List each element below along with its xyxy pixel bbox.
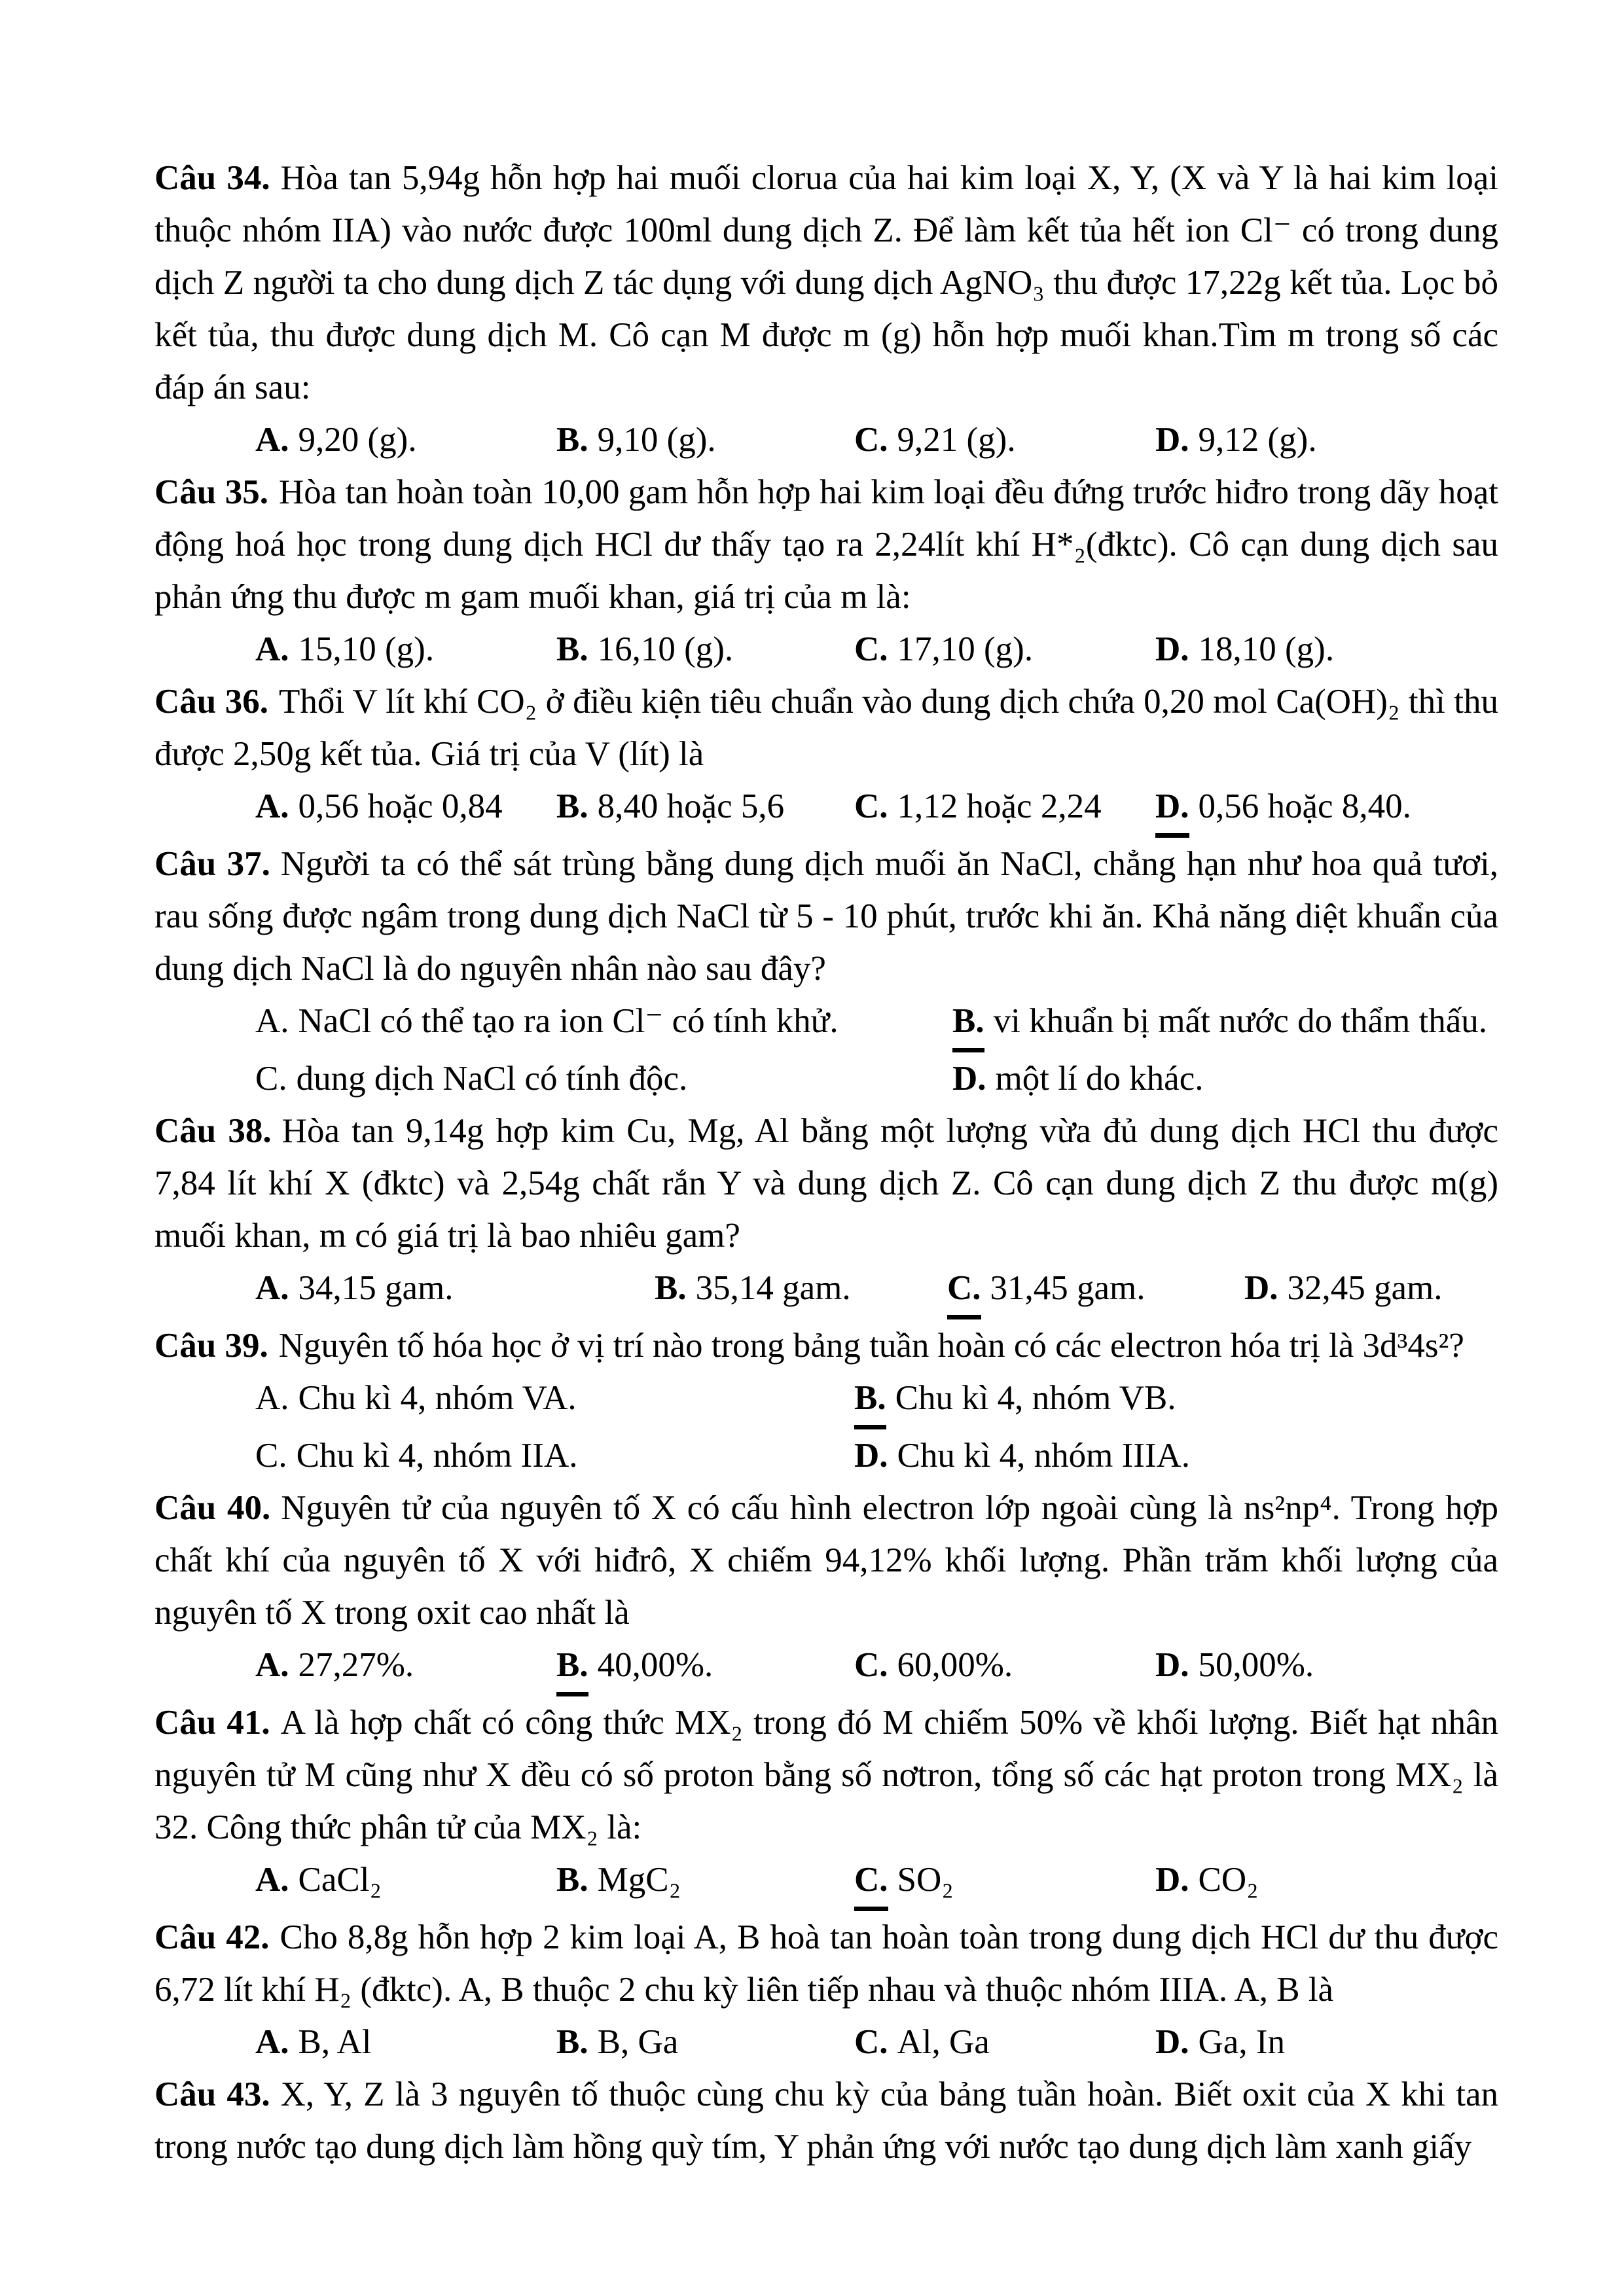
option-letter: D. <box>854 1437 888 1475</box>
option-letter: B. <box>556 630 588 668</box>
option-a <box>255 1854 556 1911</box>
question-37 <box>154 838 1498 1105</box>
option-text: 32,45 gam. <box>1287 1269 1443 1307</box>
question-label: Câu 34. <box>154 159 270 197</box>
option-text: Chu kì 4, nhóm VA. <box>298 1379 577 1417</box>
option-d <box>1244 1262 1498 1319</box>
option-d <box>1155 1639 1498 1696</box>
option-letter: D. <box>1155 1646 1189 1684</box>
question-paragraph <box>154 1319 1498 1372</box>
option-d <box>1155 623 1498 675</box>
options-row <box>255 1854 1498 1911</box>
option-text: CO₂ <box>1198 1861 1259 1899</box>
option-text: MgC₂ <box>597 1861 681 1899</box>
question-label: Câu 42. <box>154 1918 270 1956</box>
question-body: Nguyên tử của nguyên tố X có cấu hình electron lớp ngoài cùng là ns²np⁴. Trong hợp chất khí của nguyên tố X với hiđrô, X chiếm 94,12% khối lượng. Phần trăm khối lượng của nguyên tố X trong oxit cao nhất là <box>154 1489 1498 1632</box>
option-b <box>655 1262 947 1319</box>
option-letter: C. <box>854 1646 888 1684</box>
options-row <box>255 1262 1498 1319</box>
option-letter: D. <box>1155 421 1189 459</box>
question-paragraph <box>154 1482 1498 1639</box>
option-letter: A. <box>255 1379 289 1417</box>
option-text: 40,00%. <box>597 1646 713 1684</box>
option-a <box>255 780 556 838</box>
question-paragraph <box>154 1105 1498 1262</box>
option-text: CaCl₂ <box>298 1861 382 1899</box>
question-label: Câu 35. <box>154 473 268 511</box>
option-a <box>255 1262 655 1319</box>
options-row <box>255 414 1498 466</box>
option-a <box>255 995 952 1052</box>
option-text: B, Ga <box>597 2023 679 2061</box>
option-text: 18,10 (g). <box>1198 630 1335 668</box>
option-text: B, Al <box>298 2023 372 2061</box>
option-text: 34,15 gam. <box>298 1269 454 1307</box>
option-d <box>952 1052 1498 1105</box>
option-d <box>1155 1854 1498 1911</box>
option-letter: B. <box>952 995 984 1052</box>
option-letter: A. <box>255 1646 289 1684</box>
option-letter: B. <box>655 1269 687 1307</box>
option-b <box>556 414 854 466</box>
question-label: Câu 41. <box>154 1704 270 1742</box>
question-label: Câu 38. <box>154 1112 272 1150</box>
question-42 <box>154 1911 1498 2068</box>
option-c <box>854 2016 1155 2068</box>
option-letter: B. <box>556 787 588 825</box>
options-grid <box>255 1372 1498 1482</box>
question-40 <box>154 1482 1498 1696</box>
option-text: 16,10 (g). <box>597 630 734 668</box>
option-text: Chu kì 4, nhóm VB. <box>895 1379 1176 1417</box>
question-39 <box>154 1319 1498 1482</box>
option-letter: A. <box>255 1002 289 1040</box>
question-paragraph <box>154 838 1498 995</box>
question-43 <box>154 2068 1498 2173</box>
option-text: 60,00%. <box>897 1646 1013 1684</box>
option-letter: C. <box>854 630 888 668</box>
option-c <box>947 1262 1244 1319</box>
option-b <box>556 1639 854 1696</box>
option-text: Al, Ga <box>897 2023 990 2061</box>
option-letter: D. <box>1244 1269 1278 1307</box>
option-text: một lí do khác. <box>995 1060 1204 1098</box>
options-row <box>255 1639 1498 1696</box>
question-label: Câu 39. <box>154 1327 268 1365</box>
question-paragraph <box>154 2068 1498 2173</box>
option-text: 9,21 (g). <box>897 421 1016 459</box>
option-text: 0,56 hoặc 8,40. <box>1198 787 1411 825</box>
question-label: Câu 37. <box>154 845 270 883</box>
option-c <box>854 623 1155 675</box>
question-38 <box>154 1105 1498 1319</box>
options-row <box>255 780 1498 838</box>
option-a <box>255 414 556 466</box>
question-body: Hòa tan 5,94g hỗn hợp hai muối clorua của hai kim loại X, Y, (X và Y là hai kim loại thuộc nhóm IIA) vào nước được 100ml dung dịch Z. Để làm kết tủa hết ion Cl⁻ có trong dung dịch Z người ta cho dung dịch Z tác dụng với dung dịch AgNO₃ thu được 17,22g kết tủa. Lọc bỏ kết tủa, thu được dung dịch M. Cô cạn M được m (g) hỗn hợp muối khan.Tìm m trong số các đáp án sau: <box>154 159 1498 406</box>
option-c <box>255 1052 952 1105</box>
question-34 <box>154 152 1498 466</box>
question-paragraph <box>154 466 1498 623</box>
option-letter: B. <box>556 2023 588 2061</box>
option-text: vi khuẩn bị mất nước do thẩm thấu. <box>993 1002 1488 1040</box>
option-text: 9,12 (g). <box>1198 421 1317 459</box>
option-letter: B. <box>854 1372 886 1429</box>
option-letter: B. <box>556 1639 588 1696</box>
option-b <box>556 2016 854 2068</box>
question-41 <box>154 1696 1498 1911</box>
option-letter: C. <box>255 1060 287 1098</box>
options-row <box>255 623 1498 675</box>
option-text: dung dịch NaCl có tính độc. <box>296 1060 688 1098</box>
option-letter: A. <box>255 787 289 825</box>
question-paragraph <box>154 152 1498 414</box>
option-text: 0,56 hoặc 0,84 <box>298 787 503 825</box>
option-b <box>556 623 854 675</box>
option-d <box>1155 780 1498 838</box>
option-letter: D. <box>952 1060 986 1098</box>
option-letter: D. <box>1155 1861 1189 1899</box>
option-letter: A. <box>255 630 289 668</box>
option-d <box>1155 2016 1498 2068</box>
option-letter: C. <box>255 1437 287 1475</box>
option-d <box>1155 414 1498 466</box>
question-35 <box>154 466 1498 675</box>
question-label: Câu 43. <box>154 2075 270 2113</box>
option-b <box>556 780 854 838</box>
question-body: X, Y, Z là 3 nguyên tố thuộc cùng chu kỳ của bảng tuần hoàn. Biết oxit của X khi tan trong nước tạo dung dịch làm hồng quỳ tím, Y phản ứng với nước tạo dung dịch làm xanh giấy <box>154 2075 1498 2166</box>
option-b <box>556 1854 854 1911</box>
option-text: 9,10 (g). <box>597 421 716 459</box>
option-text: Chu kì 4, nhóm IIA. <box>296 1437 578 1475</box>
option-letter: D. <box>1155 2023 1189 2061</box>
option-letter: C. <box>947 1262 981 1319</box>
option-b <box>952 995 1498 1052</box>
question-body: Hòa tan hoàn toàn 10,00 gam hỗn hợp hai kim loại đều đứng trước hiđro trong dãy hoạt động hoá học trong dung dịch HCl dư thấy tạo ra 2,24lít khí H*₂(đktc). Cô cạn dung dịch sau phản ứng thu được m gam muối khan, giá trị của m là: <box>154 473 1498 616</box>
question-label: Câu 40. <box>154 1489 271 1527</box>
option-b <box>854 1372 1498 1429</box>
option-c <box>854 414 1155 466</box>
option-text: SO₂ <box>897 1861 954 1899</box>
option-letter: C. <box>854 421 888 459</box>
option-c <box>854 1639 1155 1696</box>
option-c <box>255 1429 854 1482</box>
option-letter: A. <box>255 2023 289 2061</box>
option-a <box>255 1372 854 1429</box>
option-text: 17,10 (g). <box>897 630 1034 668</box>
option-text: 15,10 (g). <box>298 630 435 668</box>
option-letter: A. <box>255 1269 289 1307</box>
option-a <box>255 623 556 675</box>
options-row <box>255 2016 1498 2068</box>
option-letter: B. <box>556 421 588 459</box>
option-letter: D. <box>1155 630 1189 668</box>
option-text: 8,40 hoặc 5,6 <box>597 787 785 825</box>
option-text: Ga, In <box>1198 2023 1285 2061</box>
option-letter: A. <box>255 1861 289 1899</box>
option-d <box>854 1429 1498 1482</box>
question-body: Hòa tan 9,14g hợp kim Cu, Mg, Al bằng một lượng vừa đủ dung dịch HCl thu được 7,84 lít khí X (đktc) và 2,54g chất rắn Y và dung dịch Z. Cô cạn dung dịch Z thu được m(g) muối khan, m có giá trị là bao nhiêu gam? <box>154 1112 1498 1255</box>
option-a <box>255 2016 556 2068</box>
option-text: 50,00%. <box>1198 1646 1314 1684</box>
option-c <box>854 1854 1155 1911</box>
question-paragraph <box>154 1696 1498 1854</box>
question-paragraph <box>154 675 1498 780</box>
question-body: Nguyên tố hóa học ở vị trí nào trong bảng tuần hoàn có các electron hóa trị là 3d³4s²? <box>278 1327 1464 1365</box>
option-text: Chu kì 4, nhóm IIIA. <box>897 1437 1191 1475</box>
question-body: Người ta có thể sát trùng bằng dung dịch muối ăn NaCl, chẳng hạn như hoa quả tươi, rau sống được ngâm trong dung dịch NaCl từ 5 - 10 phút, trước khi ăn. Khả năng diệt khuẩn của dung dịch NaCl là do nguyên nhân nào sau đây? <box>154 845 1498 988</box>
option-text: 35,14 gam. <box>695 1269 851 1307</box>
question-label: Câu 36. <box>154 683 268 721</box>
option-text: 1,12 hoặc 2,24 <box>897 787 1102 825</box>
option-letter: B. <box>556 1861 588 1899</box>
option-text: 27,27%. <box>298 1646 414 1684</box>
question-paragraph <box>154 1911 1498 2016</box>
option-letter: D. <box>1155 780 1189 838</box>
options-grid <box>255 995 1498 1105</box>
option-c <box>854 780 1155 838</box>
option-letter: A. <box>255 421 289 459</box>
question-36 <box>154 675 1498 838</box>
question-body: A là hợp chất có công thức MX₂ trong đó M chiếm 50% về khối lượng. Biết hạt nhân nguyên tử M cũng như X đều có số proton bằng số nơtron, tổng số các hạt proton trong MX₂ là 32. Công thức phân tử của MX₂ là: <box>154 1704 1498 1846</box>
option-letter: C. <box>854 787 888 825</box>
option-a <box>255 1639 556 1696</box>
option-text: 31,45 gam. <box>990 1269 1146 1307</box>
option-text: NaCl có thể tạo ra ion Cl⁻ có tính khử. <box>298 1002 839 1040</box>
option-letter: C. <box>854 2023 888 2061</box>
option-text: 9,20 (g). <box>298 421 417 459</box>
option-letter: C. <box>854 1854 888 1911</box>
question-body: Cho 8,8g hỗn hợp 2 kim loại A, B hoà tan hoàn toàn trong dung dịch HCl dư thu được 6,72 lít khí H₂ (đktc). A, B thuộc 2 chu kỳ liên tiếp nhau và thuộc nhóm IIIA. A, B là <box>154 1918 1498 2009</box>
question-body: Thổi V lít khí CO₂ ở điều kiện tiêu chuẩn vào dung dịch chứa 0,20 mol Ca(OH)₂ thì thu được 2,50g kết tủa. Giá trị của V (lít) là <box>154 683 1498 773</box>
